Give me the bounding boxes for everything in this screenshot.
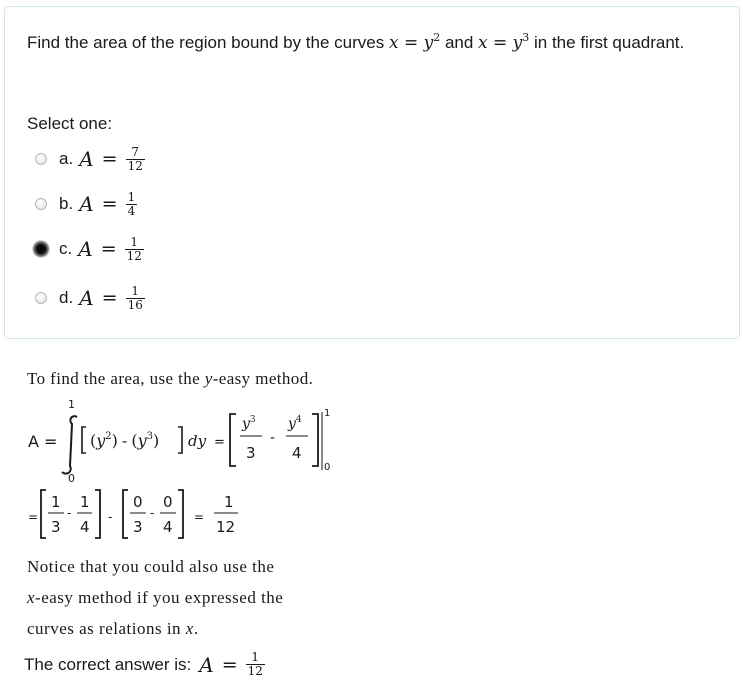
equals-sign-3: =: [194, 510, 205, 524]
bracket: [123, 490, 128, 538]
minus-sign: -: [67, 506, 72, 520]
fraction-den-3: 3: [246, 444, 256, 462]
fraction-num-y4: $y^4$: [288, 415, 302, 432]
integral-upper-limit: 1: [68, 398, 75, 411]
answer-variable: A: [199, 652, 214, 677]
option-fraction: $\frac{1}{4}$: [127, 189, 136, 218]
integral-solution-image: [26, 398, 366, 546]
numerator: 0: [163, 493, 173, 511]
option-variable: A: [79, 286, 94, 310]
right-bracket: [178, 427, 182, 453]
radio-button-d[interactable]: [35, 292, 47, 304]
dy-label: dy: [188, 432, 207, 450]
option-variable: A: [79, 192, 94, 216]
eval-left-bracket: [230, 414, 236, 466]
option-b[interactable]: [35, 189, 137, 219]
radio-button-a[interactable]: [35, 153, 47, 165]
numerator: 0: [133, 493, 143, 511]
minus-sign: -: [150, 506, 155, 520]
eval-lower: 0: [324, 462, 331, 473]
notice-line-1: Notice that you could also use the: [27, 557, 275, 576]
option-letter: d.: [59, 288, 74, 307]
notice-line-2: x-easy method if you expressed the: [27, 588, 284, 607]
minus-sign: -: [270, 430, 276, 446]
denominator: 4: [80, 518, 90, 536]
question-text-end: in the first quadrant.: [529, 33, 685, 52]
option-fraction: $\frac{7}{12}$: [127, 144, 143, 173]
notice-line-3: curves as relations in x.: [27, 619, 199, 638]
feedback-intro: To find the area, use the y-easy method.: [27, 369, 314, 388]
integrand: $(y^2) - (y^3)$: [90, 431, 160, 450]
equals-sign: =: [100, 238, 117, 260]
option-variable: A: [78, 237, 93, 261]
option-d[interactable]: [35, 283, 145, 313]
result-denominator: 12: [216, 518, 236, 536]
bracket: [41, 490, 46, 538]
result-numerator: 1: [224, 493, 234, 511]
integral-sign: [62, 416, 77, 473]
question-text-part: Find the area of the region bound by the curves: [27, 33, 389, 52]
equals-sign: =: [221, 653, 238, 676]
fraction-num-y3: $y^3$: [242, 415, 256, 432]
option-fraction: $\frac{1}{16}$: [127, 283, 143, 312]
radio-button-c-selected[interactable]: [32, 240, 50, 258]
option-letter: a.: [59, 149, 74, 168]
equals-sign: =: [101, 193, 118, 215]
option-a[interactable]: [35, 144, 145, 174]
equals-sign-1: =: [214, 435, 225, 450]
area-label: A =: [28, 432, 58, 451]
option-letter: c.: [59, 239, 73, 258]
correct-answer-label: The correct answer is:: [24, 654, 192, 674]
curve1-formula: $x = y^2$: [388, 31, 441, 53]
equals-sign: =: [101, 287, 118, 309]
radio-button-b[interactable]: [35, 198, 47, 210]
left-bracket: [82, 427, 86, 453]
option-letter: b.: [59, 194, 74, 213]
denominator: 3: [133, 518, 143, 536]
option-c[interactable]: [35, 234, 144, 264]
answer-fraction: $\frac{1}{12}$: [247, 650, 263, 678]
eval-upper: 1: [324, 408, 331, 419]
option-fraction: $\frac{1}{12}$: [126, 234, 142, 263]
numerator: 1: [80, 493, 90, 511]
correct-answer: [24, 651, 265, 678]
denominator: 3: [51, 518, 61, 536]
option-variable: A: [79, 147, 94, 171]
question-text: [27, 30, 727, 56]
integral-lower-limit: 0: [68, 472, 75, 485]
question-box: [4, 6, 740, 339]
bracket: [95, 490, 100, 538]
minus-sign: -: [108, 510, 113, 524]
bracket: [178, 490, 183, 538]
denominator: 4: [163, 518, 173, 536]
select-one-label: Select one:: [27, 114, 113, 133]
curve2-formula: $x = y^3$: [478, 31, 530, 53]
notice-text: [27, 551, 283, 644]
question-connector: and: [440, 33, 479, 52]
numerator: 1: [51, 493, 61, 511]
equals-sign: =: [101, 148, 118, 170]
equals-sign-2: =: [28, 510, 39, 524]
eval-right-bracket: [312, 414, 318, 466]
fraction-den-4: 4: [292, 444, 302, 462]
